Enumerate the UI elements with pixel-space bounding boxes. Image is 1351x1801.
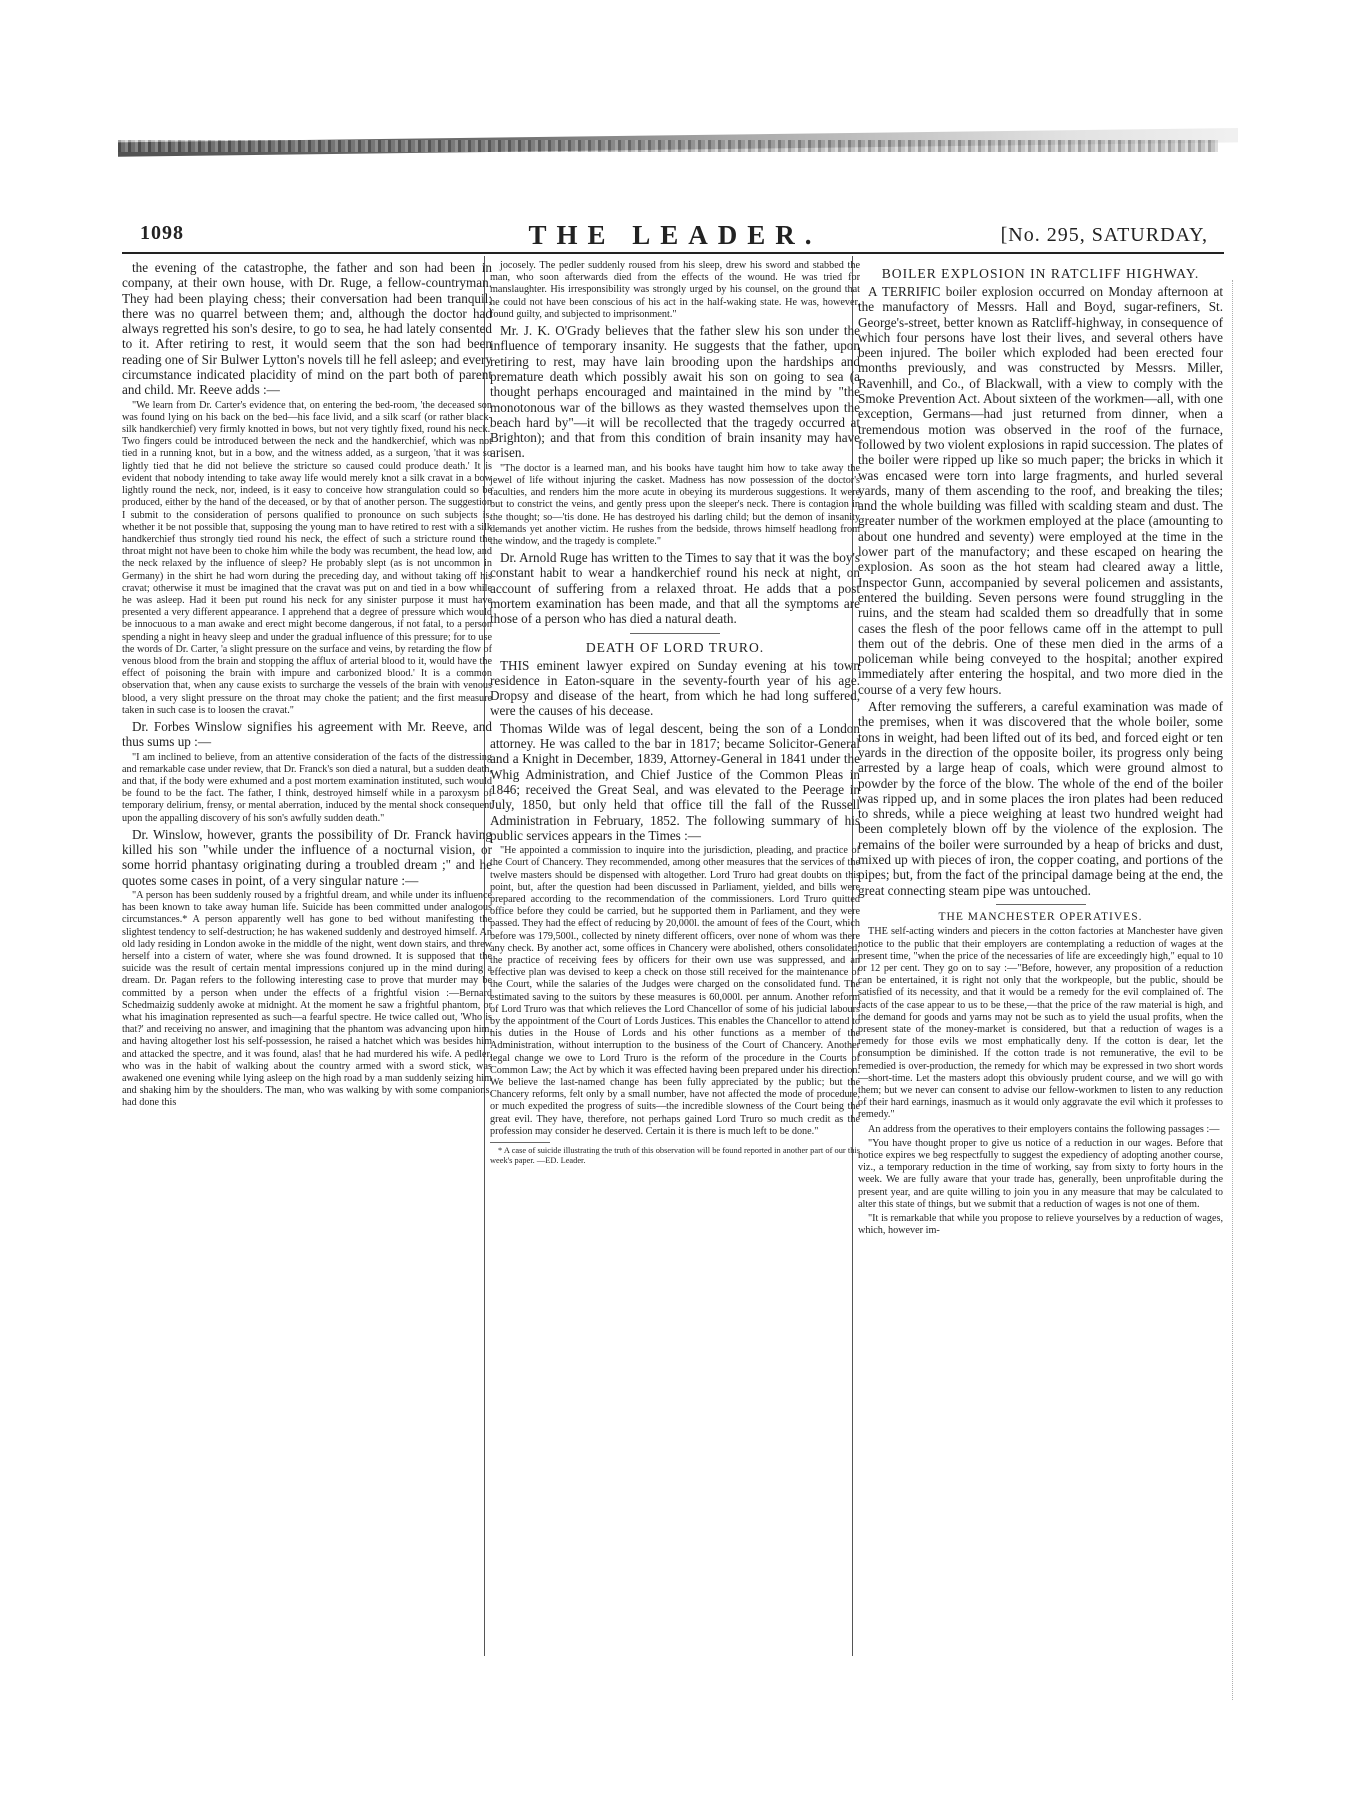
paragraph: THE self-acting winders and piecers in the cotton factories at Manchester have given notice to the public that their employers are contemplating a reduction of wages at the present time, "when the price of the necessaries of life are exceedingly high," equal to 10 or 12 per cent. They go on to say :—"Before, however, any proposition of a reduction can be entertained, it is right not only that the workpeople, but the public, should be satisfied of its necessity, and that it would be a remedy for the evil complained of. The facts of the case appear to us to be these,—that the price of the raw material is high, and the demand for goods and yarns may not be such as to yield the usual profits, when the present state of the money-market is considered, but that a reduction of wages is a remedy for those evils we most emphatically deny. If the cotton is dear, let the consumption be diminished. If the cotton trade is not remunerative, the evil to be remedied is over-production, the remedy for which may be expressed in two short words—short-time. Let the masters adopt this obviously prudent course, and we will go with them; but we never can consent to advise our fellow-workmen to listen to any reduction of their hard earnings, inasmuch as it would only aggravate the evil which it professes to remedy."	[858, 926, 1223, 1121]
quote-paragraph: "It is remarkable that while you propose to relieve yourselves by a reduction of wages, which, however im-	[858, 1213, 1223, 1237]
quote-paragraph: "A person has been suddenly roused by a frightful dream, and while under its influence has been known to take away human life. Suicide has been committed under analogous circumstances.* A person apparently well has gone to bed without manifesting the slightest tendency to self-destruction; he has wakened suddenly and destroyed himself. An old lady residing in London awoke in the middle of the night, went down stairs, and threw herself into a cistern of water, where she was found drowned. It is supposed that the suicide was the result of certain mental impressions conjured up in the mind during a dream. Dr. Pagan refers to the following interesting case to prove that murder may be committed by a person when under the effects of a frightful vision :—Bernard Schedmaizig suddenly awoke at midnight. At the moment he saw a frightful phantom, or what his imagination represented as such—a fearful spectre. He twice called out, 'Who is that?' and receiving no answer, and imagining that the phantom was advancing upon him, and having altogether lost his self-possession, he raised a hatchet which was besides him and attacked the spectre, and it was found, alas! that he had murdered his wife. A pedler, who was in the habit of walking about the country armed with a sword stick, was awakened one evening while lying asleep on the high road by a man suddenly seizing him and shaking him by the shoulders. The man, who was walking by with some companions, had done this	[122, 889, 492, 1109]
section-separator	[996, 904, 1086, 905]
article-heading: BOILER EXPLOSION IN RATCLIFF HIGHWAY.	[881, 266, 1200, 281]
footnote-rule	[490, 1142, 550, 1143]
quote-paragraph: "He appointed a commission to inquire into the jurisdiction, pleading, and practice of the Court of Chancery. They recommended, among other measures that the services of the twelve masters should be dispensed with altogether. Lord Truro had great doubts on this point, but, after the question had been discussed in Parliament, yielded, and bills were prepared according to the recommendation of the commissioners. Lord Truro quitted office before they could be carried, but he supported them in Parliament, and they were passed. They had the effect of reducing by 20,000l. the amount of fees of the Court, which before was 179,500l., collected by ninety different officers, over none of whom was there any check. By another act, some offices in Chancery were abolished, others consolidated; the practice of receiving fees by officers for their own use was suppressed, and an effective plan was devised to keep a check on those still received for the maintenance of the Court, while the salaries of the Judges were charged on the consolidated fund. The estimated saving to the suitors by these measures is 60,000l. per annum. Another reform of Lord Truro was that which relieves the Lord Chancellor of some of his judicial labours by the appointment of the Court of Lords Justices. This enables the Chancellor to attend to his duties in the House of Lords and his other functions as a member of the Administration, without interruption to the business of the Court of Chancery. Another legal change we owe to Lord Truro is the reform of the procedure in the Courts of Common Law; the Act by which it was effected having been prepared under his direction. We believe the last-named change has been fully appreciated by the public; but the Chancery reforms, felt only by a small number, have not affected the mode of procedure, or much expedited the progress of suits—the incredible slowness of the Court being the great evil. They have, therefore, not perhaps gained Lord Truro so much credit as the profession may consider he deserved. Certain it is there is much left to be done."	[490, 845, 860, 1137]
paragraph: A TERRIFIC boiler explosion occurred on Monday afternoon at the manufactory of Messrs. Hall and Boyd, sugar-refiners, St. George's-street, better known as Ratcliff-highway, in consequence of which four persons have lost their lives, and several others have been injured. The boiler which exploded had been erected four months previously, and was constructed by Messrs. Miller, Ravenhill, and Co., of Blackwall, with a view to comply with the Smoke Prevention Act. About sixteen of the workmen—all, with one exception, Germans—had just returned from dinner, when a tremendous motion was observed in the roof of the furnace, followed by two violent explosions in rapid succession. The plates of the boiler were ripped up like so much paper; the bricks in which it was encased were torn into large fragments, and hurled several yards, many of them ascending to the roof, and breaking the tiles; and the whole building was filled with scalding steam and dust. The greater number of the workmen employed at the place (amounting to about one hundred and seventy) were employed at the time in the lower part of the manufactory; and these escaped on hearing the explosion. As soon as the hot steam had cleared away a little, Inspector Gunn, accompanied by several policemen and assistants, entered the building. Seven persons were found struggling in the ruins, and the steam had scalded them so dreadfully that in some cases the flesh of the poor fellows came off in the attempt to pull them out of the debris. One of these men died in the arms of a policeman while being conveyed to the hospital; another expired immediately after entering the hospital, and two more died in the course of a very few hours.	[858, 284, 1223, 697]
column-2	[490, 260, 860, 1168]
paragraph: Thomas Wilde was of legal descent, being the son of a London attorney. He was called to the bar in 1817; became Solicitor-General and a Knight in December, 1839, Attorney-General in 1841 under the Whig Administration, and Chief Justice of the Common Pleas in 1846; received the Great Seal, and was elevated to the Peerage in July, 1850, but only held that office till the fall of the Russell Administration in February, 1852. The following summary of his public services appears in the Times :—	[490, 720, 860, 843]
page-number: 1098	[140, 222, 184, 244]
paragraph: Dr. Arnold Ruge has written to the Times to say that it was the boy's constant habit to wear a handkerchief round his neck at night, on account of suffering from a relaxed throat. He adds that a post mortem examination has been made, and that all the symptoms are those of a person who has died a natural death.	[490, 550, 860, 627]
page-header	[130, 222, 1220, 250]
column-1	[122, 260, 492, 1112]
footnote: * A case of suicide illustrating the truth of this observation will be found reported in another part of our this week's paper. —ED. Leader.	[490, 1146, 860, 1166]
paragraph: THIS eminent lawyer expired on Sunday evening at his town residence in Eaton-square in the seventy-fourth year of his age. Dropsy and disease of the heart, from which he had long suffered, were the causes of his decease.	[490, 657, 860, 719]
page-edge-marks	[1232, 280, 1237, 1700]
quote-paragraph: "You have thought proper to give us notice of a reduction in our wages. Before that notice expires we beg respectfully to suggest the expediency of adopting another course, viz., a temporary reduction in the time of working, say from sixty to forty hours in the week. We are fully aware that your trade has, generally, been unprofitable during the present year, and are quite willing to join you in any measure that may be calculated to alter this state of things, but we submit that a reduction of wages is not one of them.	[858, 1137, 1223, 1210]
paragraph: After removing the sufferers, a careful examination was made of the premises, when it was discovered that the whole boiler, some tons in weight, had been lifted out of its bed, and forced eight or ten yards in the direction of the opposite boiler, its progress only being arrested by a large heap of coals, which were ground almost to powder by the force of the blow. The whole of the end of the boiler was ripped up, and in some places the iron plates had been reduced to shreds, while a piece weighing at least two hundred weight had been completely blown off by the violence of the explosion. The remains of the boiler were surrounded by a heap of bricks and dust, mixed up with pieces of iron, the copper coating, and portions of the pipes; but, from the fact of the principal damage being at the end, the great connecting steam pipe was untouched.	[858, 699, 1223, 898]
paragraph: Dr. Forbes Winslow signifies his agreement with Mr. Reeve, and thus sums up :—	[122, 718, 492, 750]
paragraph: Mr. J. K. O'Grady believes that the father slew his son under the influence of temporary insanity. He suggests that the father, upon retiring to rest, may have lain brooding upon the hardships and premature death which possibly await his son on going to sea (a thought perhaps encouraged and maintained in the mind by "the monotonous war of the billows as they wasted themselves upon the beach hard by"—it will be recollected that the tragedy occurred at Brighton); and that from this condition of brain insanity may have arisen.	[490, 323, 860, 461]
issue-label: [No. 295, SATURDAY,	[1000, 224, 1208, 246]
article-heading: THE MANCHESTER OPERATIVES.	[938, 910, 1143, 923]
paragraph: the evening of the catastrophe, the father and son had been in company, at their own house, with Dr. Ruge, a fellow-countryman. They had been playing chess; their conversation had been tranquil; there was no quarrel between them; and, although the doctor had always regretted his son's desire, to go to sea, he had lately consented to it. After retiring to rest, it would seem that the son had been reading one of Sir Bulwer Lytton's novels till he fell asleep; and every circumstance indicated placidity of mind on the part both of parent and child. Mr. Reeve adds :—	[122, 260, 492, 398]
header-rule	[122, 252, 1224, 254]
quote-paragraph: jocosely. The pedler suddenly roused from his sleep, drew his sword and stabbed the man, who soon afterwards died from the effects of the wound. He was tried for manslaughter. His irresponsibility was strongly urged by his counsel, on the ground that he could not have been conscious of his act in the half-waking state. He was, however, found guilty, and subjected to imprisonment."	[490, 260, 860, 320]
column-3	[858, 260, 1223, 1239]
article-heading: DEATH OF LORD TRURO.	[585, 639, 765, 655]
masthead-title: THE LEADER.	[528, 220, 822, 250]
section-separator	[630, 633, 720, 634]
quote-paragraph: "The doctor is a learned man, and his books have taught him how to take away the jewel of life without injuring the casket. Madness has now possession of the doctor's faculties, and renders him the more acute in obeying its murderous suggestions. It were but to constrict the veins, and gently press upon the sleeper's neck. There is contagion in the thought; so—'tis done. He has destroyed his darling child; but the demon of insanity demands yet another victim. He rushes from the bedside, throws himself headlong from the window, and the tragedy is complete."	[490, 462, 860, 547]
quote-paragraph: "We learn from Dr. Carter's evidence that, on entering the bed-room, 'the deceased son was found lying on his back on the bed—his face livid, and a silk scarf (or rather black-silk handkerchief) very firmly knotted in bows, but not very tightly fixed, round his neck.' Two fingers could be introduced between the neck and the handkerchief, which was not tied in a running knot, but in a bow, and the witness added, as a surgeon, 'that it was so lightly tied that he did not believe the stricture so caused could produce death.' It is evident that nobody intending to take away life would merely knot a silk cravat in a bow lightly round the neck, nor, indeed, is it easy to conceive how strangulation could so be produced, either by the hand of the deceased, or by that of another person. The suggestion I submit to the consideration of persons qualified to pronounce on such subjects is, whether it be not possible that, supposing the young man to have retired to rest with a silk handkerchief thus strongly tied round his neck, the effect of such a stricture round the throat might not have been to choke him while the body was recumbent, the head low, and the neck relaxed by the influence of sleep? He probably slept (as is not uncommon in Germany) in the shirt he had worn during the preceding day, and without taking off his cravat; otherwise it must be imagined that the cravat was put on and tied in a bow while he was asleep. Had it been put round his neck for any sinister purpose it must have presented a very different appearance. I apprehend that a degree of pressure which would be innocuous to a man awake and erect might become dangerous, if not fatal, to a person spending a night in heavy sleep and under the gradual influence of this pressure; for to use the words of Dr. Carter, 'a slight pressure on the surface and veins, by retarding the flow of venous blood from the brain and stopping the afflux of arterial blood to it, would have the effect of poisoning the brain with impure and carbonized blood.' It is a common observation that, when any cause exists to surcharge the vessels of the brain with venous blood, a very slight pressure on the throat may choke the patient; and the first measure taken in such case is to loosen the cravat."	[122, 399, 492, 716]
paragraph: An address from the operatives to their employers contains the following passages :—	[868, 1123, 1220, 1135]
paragraph: Dr. Winslow, however, grants the possibility of Dr. Franck having killed his son "while under the influence of a nocturnal vision, or some horrid phantasy originating during a troubled dream ;" and he quotes some cases in point, of a very singular nature :—	[122, 826, 492, 888]
masthead-ink-texture	[118, 140, 1218, 152]
quote-paragraph: "I am inclined to believe, from an attentive consideration of the facts of the distressing and remarkable case under review, that Dr. Franck's son died a natural, but a sudden death, and that, if the body were exhumed and a post mortem examination instituted, such would be found to be the fact. The father, I think, destroyed himself while in a paroxysm of temporary delirium, frensy, or mental aberration, induced by the mental shock consequent upon the appalling discovery of his son's awfully sudden death."	[122, 751, 492, 824]
